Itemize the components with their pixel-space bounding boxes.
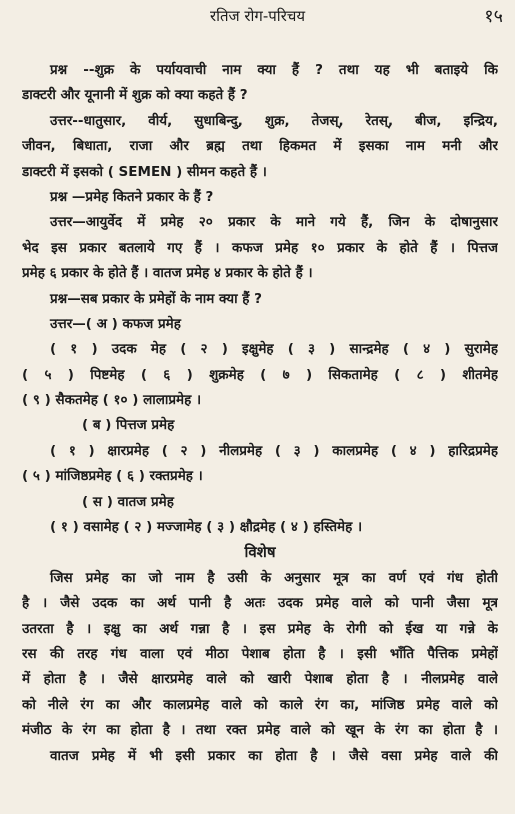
- page-body: [22, 58, 498, 769]
- text-line: ( स ) वातज प्रमेह: [82, 493, 174, 510]
- text-line: ( ५ ) मांजिष्ठप्रमेह ( ६ ) रक्तप्रमेह ।: [22, 468, 203, 485]
- text-line: प्रमेह ६ प्रकार के होते हैं । वातज प्रमेह ४ प्रकार के होते हैं ।: [22, 265, 313, 282]
- text-line: उतरता है । इक्षु का अर्थ गन्ना है । इस प्रमेह के रोगी को ईख या गन्ने के: [22, 620, 498, 637]
- text-line: में होता है । जैसे क्षारप्रमेह वाले को खारी पेशाब होता है । नीलप्रमेह वाले: [22, 671, 498, 688]
- text-line: जिस प्रमेह का जो नाम है उसी के अनुसार मूत्र का वर्ण एवं गंध होती: [50, 569, 498, 586]
- text-line: ( १ ) वसामेह ( २ ) मज्जामेह ( ३ ) क्षौद्रमेह ( ४ ) हस्तिमेह ।: [50, 519, 363, 536]
- text-line: मंजीठ के रंग का होता है । तथा रक्त प्रमेह वाले को खून के रंग का होता है ।: [22, 722, 498, 739]
- page-number: १५: [484, 6, 503, 27]
- text-line: डाक्टरी में इसको ( SEMEN ) सीमन कहते हैं ।: [22, 163, 267, 180]
- text-line: प्रश्न —प्रमेह कितने प्रकार के हैं ?: [50, 188, 214, 205]
- text-line: उत्तर—( अ ) कफज प्रमेह: [50, 315, 181, 332]
- text-line: है । जैसे उदक का अर्थ पानी है अतः उदक प्रमेह वाले को पानी जैसा मूत्र: [22, 595, 498, 612]
- text-line: ( १ ) क्षारप्रमेह ( २ ) नीलप्रमेह ( ३ ) कालप्रमेह ( ४ ) हारिद्रप्रमेह: [50, 442, 498, 459]
- text-line: डाक्टरी और यूनानी में शुक्र को क्या कहते हैं ?: [22, 87, 248, 104]
- text-line: भेद इस प्रकार बतलाये गए हैं । कफज प्रमेह १० प्रकार के होते हैं । पित्तज: [22, 239, 498, 256]
- text-line: ( १ ) उदक मेह ( २ ) इक्षुमेह ( ३ ) सान्द्रमेह ( ४ ) सुरामेह: [50, 341, 498, 358]
- text-line: प्रश्न—सब प्रकार के प्रमेहों के नाम क्या हैं ?: [50, 290, 262, 307]
- text-line: प्रश्न --शुक्र के पर्यायवाची नाम क्या हैं ? तथा यह भी बताइये कि: [50, 62, 498, 78]
- text-line: ( ब ) पित्तज प्रमेह: [82, 417, 175, 434]
- text-line: ( ५ ) पिष्टमेह ( ६ ) शुक्रमेह ( ७ ) सिकतामेह ( ८ ) शीतमेह: [22, 366, 498, 383]
- text-line: उत्तर—आयुर्वेद में प्रमेह २० प्रकार के माने गये हैं, जिन के दोषानुसार: [50, 214, 498, 231]
- section-heading: विशेष: [244, 543, 276, 562]
- text-line: वातज प्रमेह में भी इसी प्रकार का होता है । जैसे वसा प्रमेह वाले की: [50, 747, 498, 764]
- running-header: रतिज रोग-परिचय: [209, 7, 306, 25]
- text-line: उत्तर--धातुसार, वीर्य, सुधाबिन्दु, शुक्र, तेजस्, रेतस्, बीज, इन्द्रिय,: [50, 112, 498, 129]
- text-line: रस की तरह गंध वाला एवं मीठा पेशाब होता है । इसी भाँति पैत्तिक प्रमेहों: [22, 645, 498, 662]
- text-line: ( ९ ) सैकतमेह ( १० ) लालाप्रमेह ।: [22, 392, 202, 409]
- text-line: को नीले रंग का और कालप्रमेह वाले को काले रंग का, मांजिष्ठ प्रमेह वाले को: [22, 696, 498, 713]
- text-line: जीवन, बिधाता, राजा और ब्रह्म तथा हिकमत में इसका नाम मनी और: [22, 138, 498, 155]
